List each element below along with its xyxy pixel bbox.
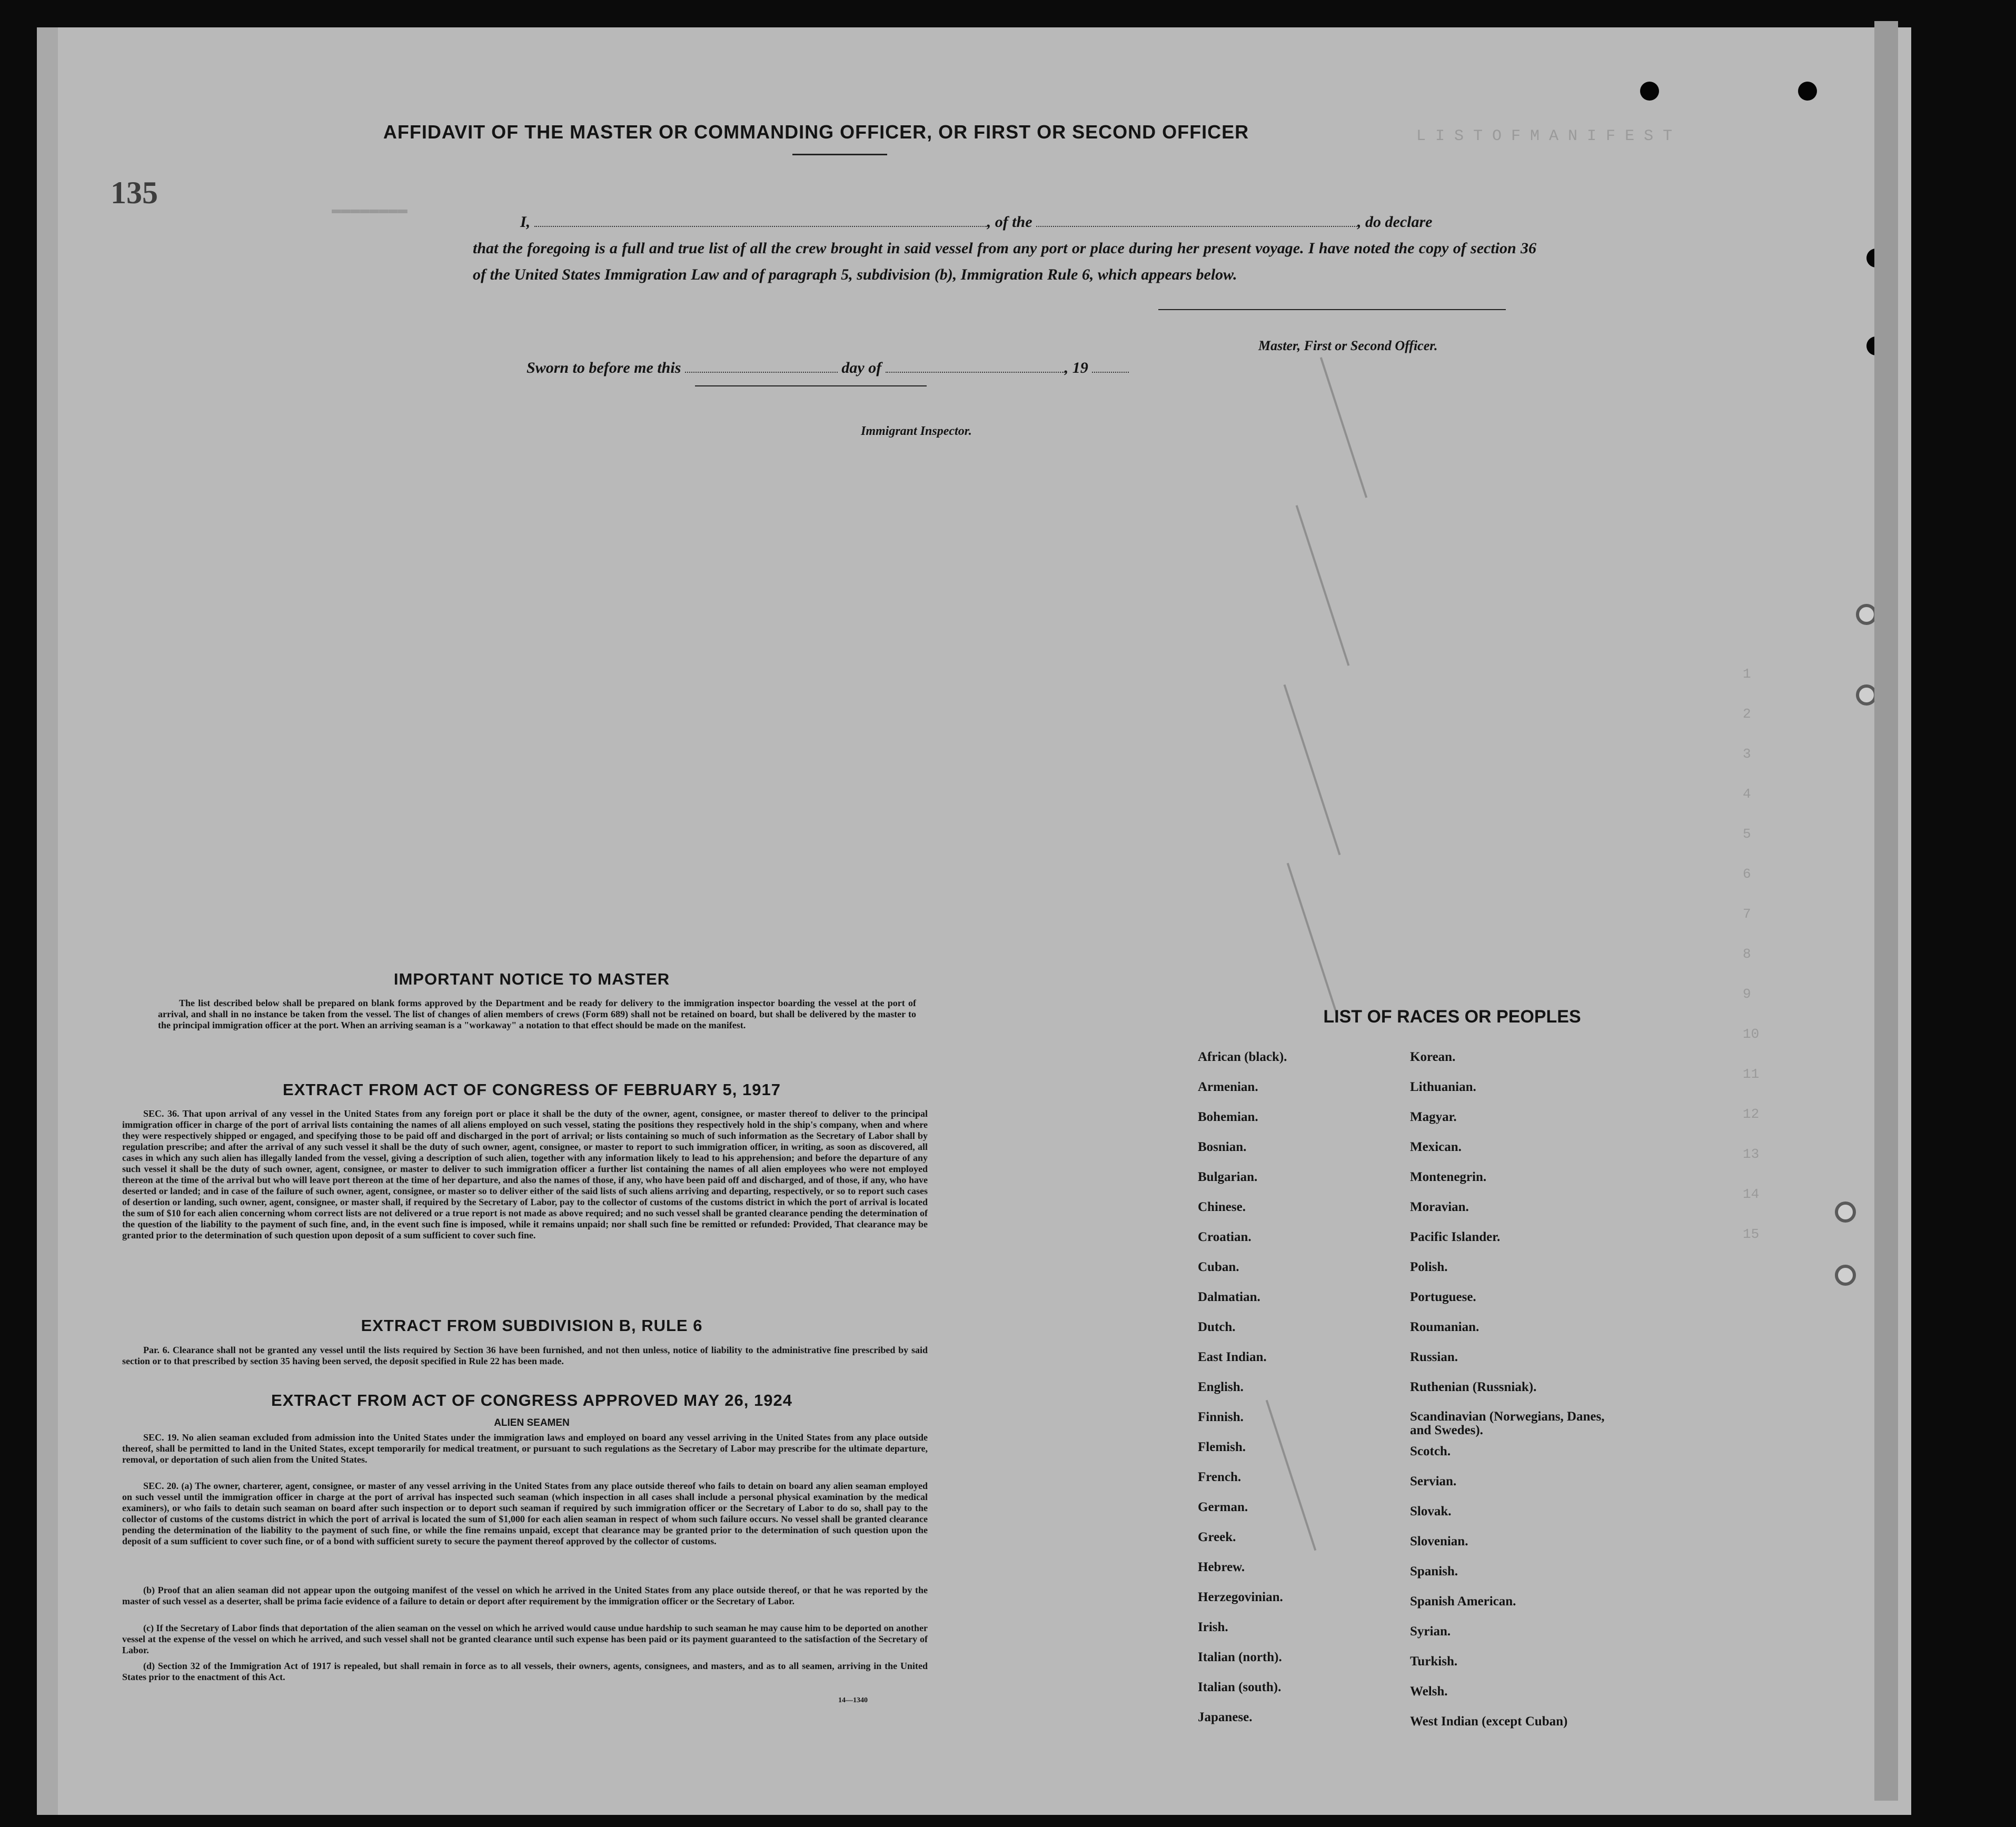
race-item-right: Russian. bbox=[1410, 1350, 1458, 1364]
signature-line[interactable] bbox=[1158, 309, 1506, 310]
race-item-left: East Indian. bbox=[1198, 1350, 1267, 1364]
race-item-left: Greek. bbox=[1198, 1530, 1236, 1544]
bleed-through-text: ▬▬▬▬▬▬▬▬ bbox=[332, 201, 408, 219]
notice-text: The list described below shall be prepared on blank forms approved by the Department and be ready for delivery to the immigration inspector boarding the vessel at the port of arrival, and shall in no instance be taken from the vessel. The list of changes of alien members of crews (Form 689) shall not be retained on board, but shall be delivered by the master to the principal immigration officer at the port. When an arriving seaman is a "workaway" a notation to that effect should be made on the manifest. bbox=[158, 998, 916, 1030]
affidavit-line-1 bbox=[473, 209, 1536, 235]
sec20d-text: (d) Section 32 of the Immigration Act of 1917 is repealed, but shall remain in force as to all vessels, their owners, agents, consignees, and masters, and as to all seamen, arriving in the United States prior to the enactment of this Act. bbox=[122, 1661, 928, 1682]
race-item-left: Finnish. bbox=[1198, 1410, 1244, 1424]
race-item-right: Scandinavian (Norwegians, Danes, and Swedes). bbox=[1410, 1409, 1605, 1437]
bleed-through-check bbox=[1284, 684, 1341, 856]
bleed-through-heading: L I S T O F M A N I F E S T bbox=[1416, 127, 1673, 145]
sworn-year-blank[interactable] bbox=[1092, 359, 1129, 373]
form-number: 14—1340 bbox=[838, 1696, 868, 1704]
sec20c-text: (c) If the Secretary of Labor finds that deportation of the alien seaman on the vessel on which he arrived would cause undue hardship to such seaman he may cause him to be deported on another vessel at the expense of the vessel on which he arrived, and such vessel shall not be granted clearance until such expense has been paid or its payment guaranteed to the satisfaction of the Secretary of Labor. bbox=[122, 1623, 928, 1655]
race-item-right: Servian. bbox=[1410, 1474, 1457, 1488]
sec20b-text: (b) Proof that an alien seaman did not appear upon the outgoing manifest of the vessel on which he arrived in the United States from any place outside thereof, or that he was reported by the master of such vessel as a deserter, shall be prima facie evidence of a failure to detain or deport after requirement by the immigration officer or the Secretary of Labor. bbox=[122, 1585, 928, 1606]
affidavit-i: I, bbox=[520, 213, 531, 231]
sworn-day-label: day of bbox=[841, 359, 882, 376]
race-item-right: Ruthenian (Russniak). bbox=[1410, 1380, 1537, 1394]
sworn-date-blank[interactable] bbox=[685, 359, 838, 373]
sec20a-text: SEC. 20. (a) The owner, charterer, agent, consignee, or master of any vessel arriving in the United States from any place outside thereof who fails to detain on board any alien seaman employed on such vessel until the immigration officer in charge at the port of arrival has inspected such seaman (which inspection in all cases shall include a personal physical examination by the medical examiners), or who fails to detain such seaman on board after such inspection or to deport such seaman if required by such immigration officer or the Secretary of Labor to do so, shall pay to the collector of customs of the customs district in which the port of arrival is located the sum of $1,000 for each alien seaman in respect of whom such failure occurs. No vessel shall be granted clearance pending the determination of the liability to the payment of such fine, or while the fine remains unpaid, except that clearance may be granted prior to the determination of such question upon the deposit of a sum sufficient to cover such fine, or of a bond with sufficient surety to secure the payment thereof approved by the collector of customs. bbox=[122, 1481, 928, 1546]
affidavit-of-the: , of the bbox=[987, 213, 1032, 231]
race-item-right: Pacific Islander. bbox=[1410, 1230, 1501, 1244]
ruled-margin bbox=[37, 27, 58, 1815]
manifest-page-back bbox=[37, 27, 1911, 1815]
affidavit-declare: , do declare bbox=[1357, 213, 1433, 231]
race-item-left: Bulgarian. bbox=[1198, 1170, 1258, 1184]
sworn-month-blank[interactable] bbox=[886, 359, 1065, 373]
race-item-left: English. bbox=[1198, 1380, 1244, 1394]
inspector-label: Immigrant Inspector. bbox=[861, 424, 972, 438]
sworn-year-label: , 19 bbox=[1064, 359, 1088, 376]
punch-hole-ring bbox=[1856, 604, 1877, 625]
inspector-signature-line[interactable] bbox=[695, 385, 927, 386]
bleed-through-check bbox=[1296, 505, 1350, 666]
race-item-right: Syrian. bbox=[1410, 1624, 1451, 1639]
race-item-left: Italian (south). bbox=[1198, 1680, 1282, 1694]
race-item-right: Polish. bbox=[1410, 1260, 1448, 1274]
page-number: 135 bbox=[111, 175, 158, 210]
race-item-left: Dutch. bbox=[1198, 1320, 1236, 1334]
rule6-text: Par. 6. Clearance shall not be granted any vessel until the lists required by Section 36 have been furnished, and not then unless, notice of liability to the administrative fine prescribed by said section or to that prescribed by section 35 having been served, the deposit specified in Rule 22 has been made. bbox=[122, 1345, 928, 1366]
race-item-left: Flemish. bbox=[1198, 1440, 1246, 1454]
race-item-left: Bohemian. bbox=[1198, 1110, 1258, 1124]
punch-hole bbox=[1798, 82, 1817, 101]
race-item-left: Cuban. bbox=[1198, 1260, 1239, 1274]
race-item-left: Irish. bbox=[1198, 1620, 1228, 1634]
sec19-text: SEC. 19. No alien seaman excluded from admission into the United States under the immigration laws and employed on board any vessel arriving in the United States from any place outside thereof, shall be permitted to land in the United States, except temporarily for medical treatment, or pursuant to such regulations as the Secretary of Labor may prescribe for the ultimate departure, removal, or deportation of such alien from the United States. bbox=[122, 1432, 928, 1465]
bleed-through-check bbox=[1266, 1400, 1317, 1551]
races-title: LIST OF RACES OR PEOPLES bbox=[1323, 1007, 1581, 1027]
race-item-left: Hebrew. bbox=[1198, 1560, 1245, 1574]
name-blank[interactable] bbox=[534, 212, 987, 227]
race-item-left: Bosnian. bbox=[1198, 1140, 1247, 1154]
race-item-right: Slovak. bbox=[1410, 1504, 1452, 1518]
extract-1917-text: SEC. 36. That upon arrival of any vessel in the United States from any foreign port or place it shall be the duty of the owner, agent, consignee, or master thereof to deliver to the principal immigration officer in charge of the port of arrival lists containing the names of all aliens employed on such vessel, stating the positions they respectively hold in the ship's company, when and where they were respectively shipped or engaged, and specifying those to be paid off and discharged in the port of arrival; or lists containing so much of such information as the Secretary of Labor shall by regulation prescribe; and after the arrival of any such vessel it shall be the duty of such owner, agent, consignee, or master to report to such immigration officer, in writing, as soon as discovered, all cases in which any such alien has illegally landed from the vessel, giving a description of such alien, together with any information likely to lead to his apprehension; and before the departure of any such vessel it shall be the duty of such owner, agent, consignee, or master to deliver to such immigration officer a further list containing the names of all alien employees who were not employed thereon at the time of the arrival but who will leave port thereon at the time of her departure, and also the names of those, if any, who have been paid off and discharged, and of those, if any, who have deserted or landed; and in case of the failure of such owner, agent, consignee, or master so to deliver either of the said lists of such aliens arriving and departing, respectively, or so to report such cases of desertion or landing, such owner, agent, consignee, or master shall, if required by the Secretary of Labor, pay to the collector of customs of the customs district in which the port of arrival is located the sum of $10 for each alien concerning whom correct lists are not delivered or a true report is not made as above required; and no such vessel shall be granted clearance pending the determination of the question of the liability to the payment of such fine, and, in the event such fine is imposed, while it remains unpaid; nor shall such fine be remitted or refunded: Provided, That clearance may be granted prior to the determination of such question upon deposit of a sum sufficient to cover such fine. bbox=[122, 1108, 928, 1240]
signature-label: Master, First or Second Officer. bbox=[1258, 338, 1438, 353]
page-edge bbox=[1874, 21, 1898, 1801]
notice-title: IMPORTANT NOTICE TO MASTER bbox=[393, 970, 670, 988]
race-item-right: Scotch. bbox=[1410, 1444, 1451, 1458]
race-item-left: Herzegovinian. bbox=[1198, 1590, 1283, 1604]
title-rule bbox=[792, 154, 887, 155]
race-item-left: Chinese. bbox=[1198, 1200, 1246, 1214]
race-item-right: Montenegrin. bbox=[1410, 1170, 1487, 1184]
rule6-title: EXTRACT FROM SUBDIVISION B, RULE 6 bbox=[361, 1316, 703, 1335]
sworn-line bbox=[527, 359, 1129, 377]
punch-hole-ring bbox=[1835, 1265, 1856, 1286]
race-item-left: Dalmatian. bbox=[1198, 1290, 1260, 1304]
race-item-left: Italian (north). bbox=[1198, 1650, 1282, 1664]
punch-hole bbox=[1640, 82, 1659, 101]
race-item-right: West Indian (except Cuban) bbox=[1410, 1714, 1568, 1729]
race-item-right: Mexican. bbox=[1410, 1140, 1462, 1154]
race-item-right: Slovenian. bbox=[1410, 1534, 1468, 1548]
race-item-left: German. bbox=[1198, 1500, 1248, 1514]
race-item-right: Moravian. bbox=[1410, 1200, 1469, 1214]
race-item-right: Welsh. bbox=[1410, 1684, 1448, 1699]
affidavit-body bbox=[473, 209, 1536, 288]
extract-1917-title: EXTRACT FROM ACT OF CONGRESS OF FEBRUARY 5, 1917 bbox=[283, 1080, 781, 1099]
race-item-left: Armenian. bbox=[1198, 1080, 1258, 1094]
sworn-prefix: Sworn to before me this bbox=[527, 359, 681, 376]
bleed-through-rows: 1 2 3 4 5 6 7 8 9 10 11 12 13 14 15 bbox=[1743, 666, 1760, 1242]
race-item-right: Turkish. bbox=[1410, 1654, 1458, 1669]
race-item-left: French. bbox=[1198, 1470, 1242, 1484]
race-item-left: Croatian. bbox=[1198, 1230, 1252, 1244]
punch-hole-ring bbox=[1856, 684, 1877, 706]
race-item-left: African (black). bbox=[1198, 1050, 1287, 1064]
bleed-through-check bbox=[1320, 357, 1367, 498]
race-item-right: Roumanian. bbox=[1410, 1320, 1479, 1334]
race-item-right: Spanish American. bbox=[1410, 1594, 1516, 1608]
race-item-right: Spanish. bbox=[1410, 1564, 1458, 1578]
race-item-right: Korean. bbox=[1410, 1050, 1456, 1064]
race-item-right: Portuguese. bbox=[1410, 1290, 1476, 1304]
extract-1924-title: EXTRACT FROM ACT OF CONGRESS APPROVED MAY 26, 1924 bbox=[271, 1391, 792, 1409]
race-item-right: Lithuanian. bbox=[1410, 1080, 1476, 1094]
punch-hole-ring bbox=[1835, 1202, 1856, 1223]
affidavit-title: AFFIDAVIT OF THE MASTER OR COMMANDING OFFICER, OR FIRST OR SECOND OFFICER bbox=[383, 121, 1249, 143]
race-item-left: Japanese. bbox=[1198, 1710, 1253, 1724]
affidavit-statement: that the foregoing is a full and true list of all the crew brought in said vessel from any port or place during her present voyage. I have noted the copy of section 36 of the United States Immigration Law and of paragraph 5, subdivision (b), Immigration Rule 6, which appears below. bbox=[473, 240, 1536, 283]
vessel-blank[interactable] bbox=[1036, 212, 1357, 227]
bleed-through-check bbox=[1287, 863, 1338, 1014]
race-item-right: Magyar. bbox=[1410, 1110, 1457, 1124]
alien-seamen-subtitle: ALIEN SEAMEN bbox=[494, 1417, 570, 1428]
